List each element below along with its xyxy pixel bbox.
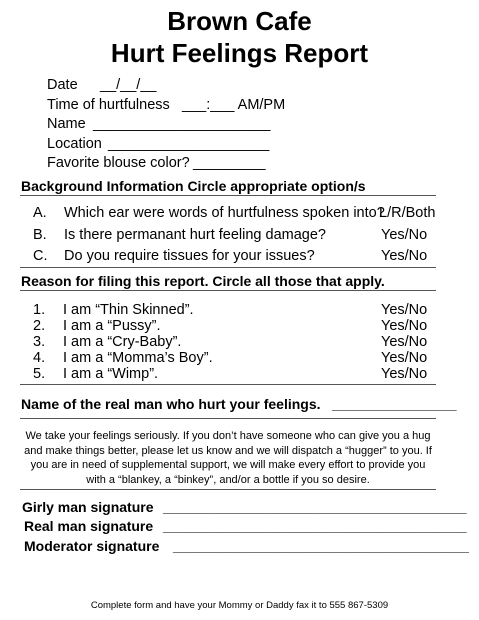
blouse-color-label: Favorite blouse color? — [47, 155, 190, 171]
divider — [20, 384, 436, 385]
footer-note: Complete form and have your Mommy or Daddy fax it to 555 867-5309 — [90, 600, 389, 611]
reason-2-number: 2. — [33, 318, 46, 334]
girly-man-signature-line[interactable]: _______________________________________ — [163, 499, 467, 515]
reason-2-options[interactable]: Yes/No — [381, 318, 428, 334]
location-blank[interactable]: ____________________ — [108, 136, 270, 152]
divider — [20, 489, 436, 490]
divider — [20, 418, 436, 419]
divider — [20, 267, 436, 268]
reason-3-options[interactable]: Yes/No — [381, 334, 428, 350]
girly-man-signature-label: Girly man signature — [22, 499, 154, 515]
location-label: Location — [47, 136, 102, 152]
time-blank[interactable]: ___:___ AM/PM — [182, 97, 286, 113]
name-blank[interactable]: ______________________ — [93, 116, 271, 132]
question-a-options[interactable]: L/R/Both — [379, 205, 436, 221]
blouse-color-blank[interactable]: _________ — [193, 155, 266, 171]
question-a-letter: A. — [33, 205, 47, 221]
reason-5-number: 5. — [33, 366, 46, 382]
reason-3-number: 3. — [33, 334, 46, 350]
reason-1-options[interactable]: Yes/No — [381, 302, 428, 318]
page-title-line2: Hurt Feelings Report — [110, 38, 369, 68]
real-man-label: Name of the real man who hurt your feelings. — [21, 396, 321, 412]
reasons-heading: Reason for filing this report. Circle all those that apply. — [21, 273, 385, 289]
divider — [20, 195, 436, 196]
time-label: Time of hurtfulness — [47, 97, 170, 113]
support-paragraph: We take your feelings seriously. If you don’t have someone who can give you a hug and make things better, please let us know and we will dispatch a “hugger” to you. If you are in need of supplemental support, we will make every effort to provide you with a “blankey, a “binkey”, and/or a bottle if you so desire. — [24, 430, 432, 486]
question-a-text: Which ear were words of hurtfulness spoken into? — [64, 205, 385, 221]
reason-3-text: I am a “Cry-Baby”. — [63, 334, 182, 350]
question-c-text: Do you require tissues for your issues? — [64, 248, 315, 264]
divider — [20, 290, 436, 291]
real-man-signature-label: Real man signature — [24, 518, 154, 534]
reason-1-text: I am “Thin Skinned”. — [63, 302, 194, 318]
date-label: Date — [47, 77, 78, 93]
reason-1-number: 1. — [33, 302, 46, 318]
reason-5-options[interactable]: Yes/No — [381, 366, 428, 382]
question-c-letter: C. — [33, 248, 48, 264]
date-blank[interactable]: __/__/__ — [100, 77, 157, 93]
question-b-letter: B. — [33, 227, 47, 243]
page-title-line1: Brown Cafe — [167, 6, 312, 36]
real-man-blank[interactable]: ________________ — [332, 396, 457, 412]
name-label: Name — [47, 116, 86, 132]
moderator-signature-label: Moderator signature — [24, 538, 160, 554]
question-b-options[interactable]: Yes/No — [381, 227, 428, 243]
reason-4-options[interactable]: Yes/No — [381, 350, 428, 366]
background-heading: Background Information Circle appropriate option/s — [21, 178, 366, 194]
reason-5-text: I am a “Wimp”. — [63, 366, 159, 382]
real-man-signature-line[interactable]: _______________________________________ — [163, 518, 467, 534]
question-b-text: Is there permanant hurt feeling damage? — [64, 227, 326, 243]
reason-4-text: I am a “Momma’s Boy”. — [63, 350, 213, 366]
reason-4-number: 4. — [33, 350, 46, 366]
moderator-signature-line[interactable]: ______________________________________ — [173, 538, 469, 554]
question-c-options[interactable]: Yes/No — [381, 248, 428, 264]
reason-2-text: I am a “Pussy”. — [63, 318, 161, 334]
